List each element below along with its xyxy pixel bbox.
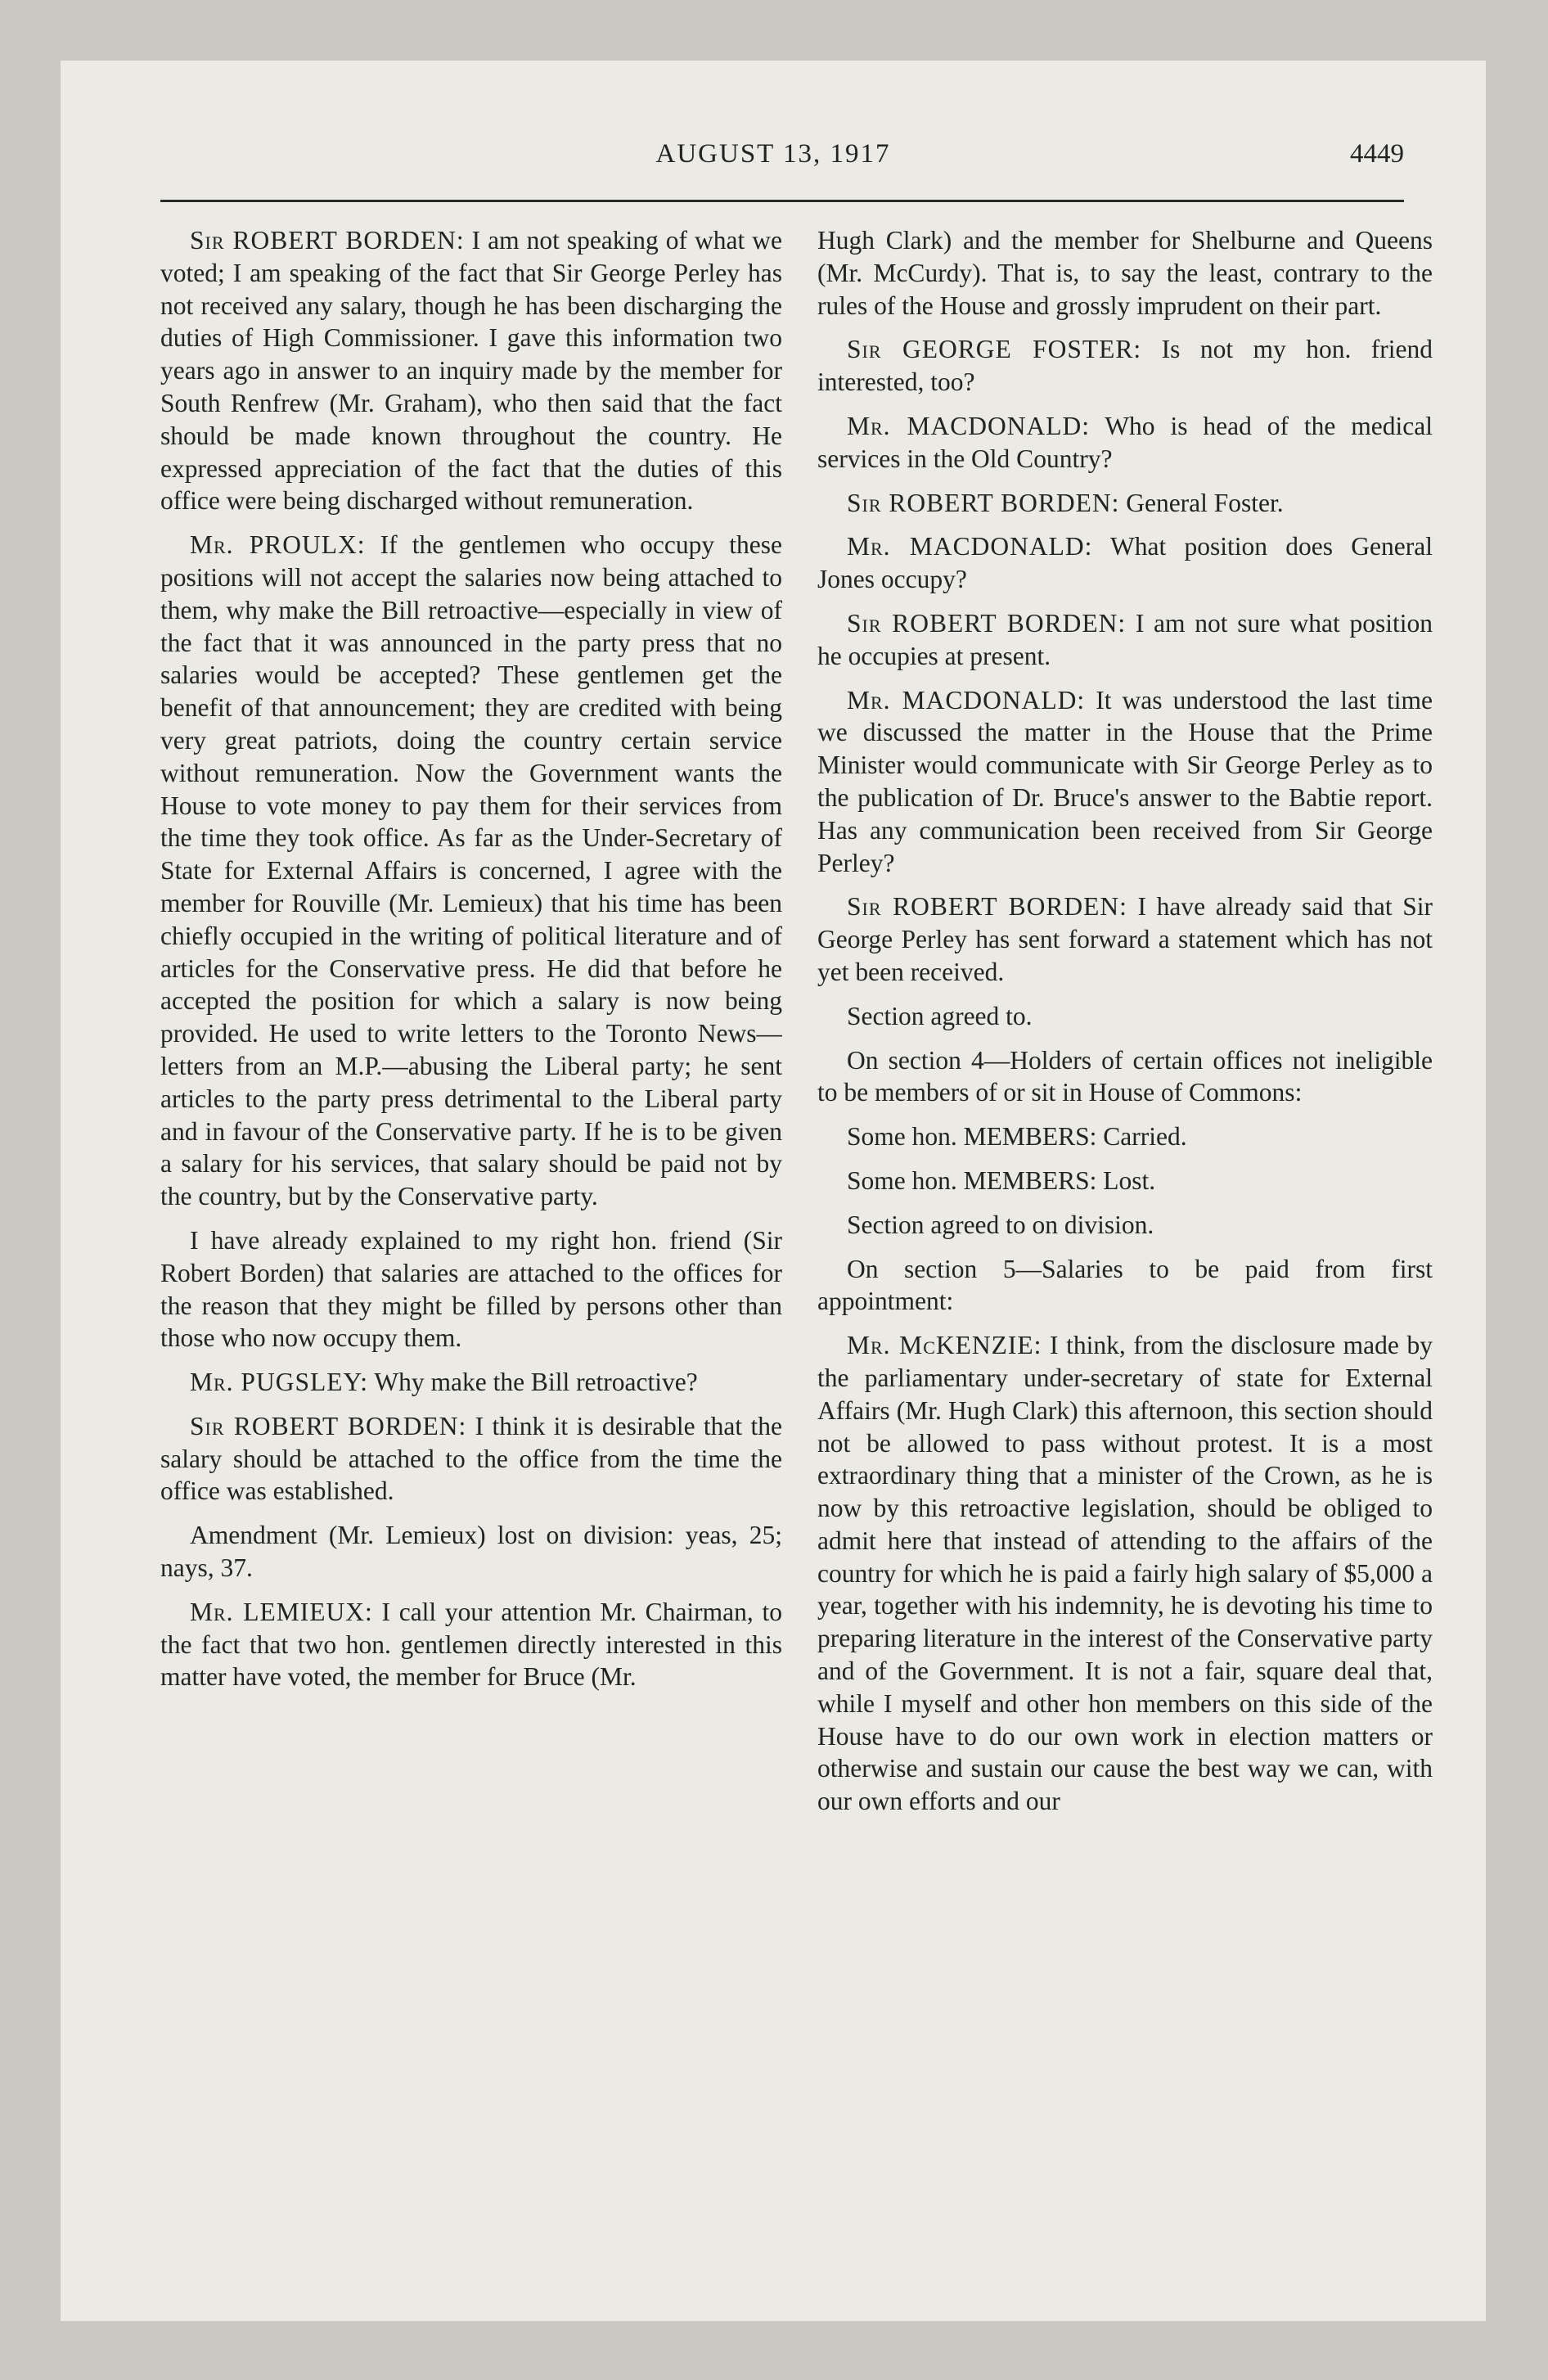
paragraph-text: I am not speaking of what we voted; I am speaking of the fact that Sir George Perley has not received any salary, though he has been discharging the duties of High Commissioner. I gave this information two years ago in answer to an inquiry made by the member for South Renfrew (Mr. Graham), who then said that the fact should be made known throughout the country. He expressed appreciation of the fact that the duties of this office were being discharged without remuneration. (160, 226, 782, 516)
speaker-name: Mr. MACDONALD: (847, 685, 1086, 714)
paragraph-text: Amendment (Mr. Lemieux) lost on division: yeas, 25; nays, 37. (160, 1521, 782, 1583)
right-column (817, 224, 1433, 1829)
paragraph (817, 333, 1433, 399)
paragraph-text: What position does General Jones occupy? (817, 532, 1433, 594)
speaker-name: Sir ROBERT BORDEN: (847, 608, 1127, 638)
paragraph (817, 1120, 1433, 1153)
paragraph (160, 1224, 782, 1355)
speaker-name: Mr. PUGSLEY: (190, 1368, 369, 1397)
paragraph (817, 1000, 1433, 1033)
paragraph (817, 684, 1433, 880)
paragraph-text: Section agreed to. (847, 1001, 1033, 1030)
speaker-name: Sir ROBERT BORDEN: (847, 488, 1120, 517)
speaker-name: Mr. MACDONALD: (847, 532, 1093, 561)
paragraph-text: I think it is desirable that the salary should be attached to the office from the time the office was established. (160, 1411, 782, 1506)
paragraph-text: If the gentlemen who occupy these positions will not accept the salaries now being attached to them, why make the Bill retroactive—especially in view of the fact that it was announced in the party press that no salaries would be accepted? These gentlemen get the benefit of that announcement; they are credited with being very great patriots, doing the country certain service without remuneration. Now the Government wants the House to vote money to pay them for their services from the time they took office. As far as the Under-Secretary of State for External Affairs is concerned, I agree with the member for Rouville (Mr. Lemieux) that his time has been chiefly occupied in the writing of political literature and of articles for the Conservative press. He did that before he accepted the position for which a salary is now being provided. He used to write letters to the Toronto News— letters from an M.P.—abusing the Liberal party; he sent articles to the party press detrimental to the Liberal party and in favour of the Conservative party. If he is to be given a salary for his services, that salary should be paid not by the country, but by the Conservative party. (160, 530, 782, 1211)
paragraph-text: Some hon. MEMBERS: Lost. (847, 1165, 1156, 1195)
speaker-name: Mr. McKENZIE: (847, 1331, 1042, 1360)
document-page (61, 61, 1486, 2321)
page-header (61, 139, 1486, 188)
paragraph (160, 1519, 782, 1584)
paragraph-text: Some hon. MEMBERS: Carried. (847, 1122, 1187, 1152)
paragraph (160, 1596, 782, 1693)
page-number: 4449 (1350, 139, 1404, 169)
paragraph (160, 1410, 782, 1508)
paragraph (817, 1044, 1433, 1110)
paragraph-text: Why make the Bill retroactive? (374, 1368, 698, 1397)
paragraph (817, 1329, 1433, 1818)
paragraph (160, 224, 782, 517)
paragraph-text: It was understood the last time we discussed the matter in the House that the Prime Minister would communicate with Sir George Perley as to the publication of Dr. Bruce's answer to the Babtie report. Has any communication been received from Sir George Perley? (817, 685, 1433, 877)
paragraph (817, 530, 1433, 596)
paragraph (817, 1209, 1433, 1242)
paragraph-text: Is not my hon. friend interested, too? (817, 335, 1433, 397)
paragraph-text: Who is head of the medical services in the Old Country? (817, 411, 1433, 473)
paragraph (817, 487, 1433, 520)
paragraph (817, 890, 1433, 988)
paragraph (160, 1366, 782, 1399)
paragraph-text: I call your attention Mr. Chairman, to the fact that two hon. gentlemen directly interested in this matter have voted, the member for Bruce (Mr. (160, 1597, 782, 1692)
speaker-name: Mr. MACDONALD: (847, 411, 1090, 440)
paragraph (160, 529, 782, 1213)
paragraph-text: I think, from the disclosure made by the parliamentary under-secretary of state for External Affairs (Mr. Hugh Clark) this afternoon, this section should not be allowed to pass without protest. It is a most extraordinary thing that a minister of the Crown, as he is now by this retroactive legislation, should be obliged to admit here that instead of attending to the affairs of the country for which he is paid a fairly high salary of $5,000 a year, together with his indemnity, he is devoting his time to preparing literature in the interest of the Conservative party and of the Government. It is not a fair, square deal that, while I myself and other hon members on this side of the House have to do our own work in election matters or otherwise and sustain our cause the best way we can, with our own efforts and our (817, 1331, 1433, 1816)
speaker-name: Mr. LEMIEUX: (190, 1597, 373, 1626)
speaker-name: Mr. PROULX: (190, 530, 366, 560)
paragraph-text: I am not sure what position he occupies at present. (817, 608, 1433, 670)
paragraph-text: I have already said that Sir George Perley has sent forward a statement which has not yet been received. (817, 892, 1433, 986)
paragraph-text: On section 4—Holders of certain offices not ineligible to be members of or sit in House of Commons: (817, 1045, 1433, 1107)
paragraph-text: I have already explained to my right hon. friend (Sir Robert Borden) that salaries are attached to the offices for the reason that they might be filled by persons other than those who now occupy them. (160, 1225, 782, 1353)
speaker-name: Sir GEORGE FOSTER: (847, 335, 1142, 364)
paragraph-text: On section 5—Salaries to be paid from first appointment: (817, 1254, 1433, 1316)
paragraph (817, 224, 1433, 322)
speaker-name: Sir ROBERT BORDEN: (190, 226, 465, 255)
paragraph-text: General Foster. (1126, 488, 1284, 517)
paragraph (817, 410, 1433, 476)
speaker-name: Sir ROBERT BORDEN: (190, 1411, 467, 1440)
paragraph-text: Hugh Clark) and the member for Shelburne and Queens (Mr. McCurdy). That is, to say the least, contrary to the rules of the House and grossly imprudent on their part. (817, 226, 1433, 320)
left-column (160, 224, 782, 1705)
header-date: AUGUST 13, 1917 (655, 139, 891, 169)
header-rule (160, 200, 1404, 202)
paragraph (817, 1253, 1433, 1318)
paragraph (817, 607, 1433, 673)
paragraph-text: Section agreed to on division. (847, 1210, 1154, 1239)
paragraph (817, 1165, 1433, 1197)
speaker-name: Sir ROBERT BORDEN: (847, 892, 1127, 922)
